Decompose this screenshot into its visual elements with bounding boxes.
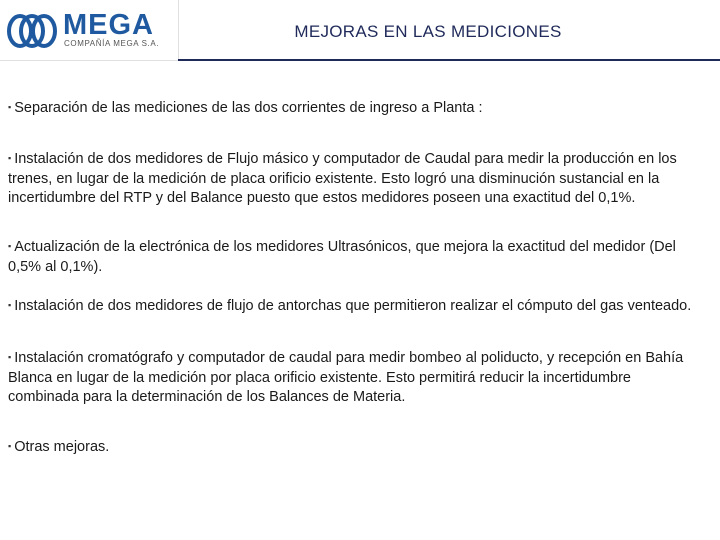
- list-item-text: Actualización de la electrónica de los medidores Ultrasónicos, que mejora la exactitud del medidor (Del 0,5% al 0,1%).: [8, 239, 676, 275]
- header-divider: [178, 59, 720, 61]
- list-item-5: [8, 349, 688, 407]
- list-item-text: Instalación de dos medidores de flujo de antorchas que permitieron realizar el cómputo del gas venteado.: [14, 298, 692, 314]
- page-title: MEJORAS EN LAS MEDICIONES: [294, 22, 562, 41]
- list-item-text: Instalación cromatógrafo y computador de caudal para medir bombeo al poliducto, y recepción en Bahía Blanca en lugar de la medición por placa orificio existente. Esto permitirá reducir la incertidumbre combinada para la determinación de los Balances de Materia.: [8, 350, 684, 405]
- list-item-text: Separación de las mediciones de las dos corrientes de ingreso a Planta :: [14, 100, 483, 116]
- bullet-icon: ▪: [8, 352, 12, 362]
- list-item-6: [8, 438, 608, 458]
- bullet-icon: ▪: [8, 153, 12, 163]
- list-item-text: Instalación de dos medidores de Flujo másico y computador de Caudal para medir la producción en los trenes, en lugar de la medición de placa orificio existente. Esto logró una disminución sustancial en la incertidumbre del RTP y del Balance puesto que estos medidores poseen una exactitud del 0,1%.: [8, 151, 677, 206]
- bullet-icon: ▪: [8, 241, 12, 251]
- company-logo: [0, 0, 179, 61]
- logo-subtitle: COMPAÑÍA MEGA S.A.: [64, 39, 160, 48]
- bullet-icon: ▪: [8, 102, 12, 112]
- bullet-icon: ▪: [8, 300, 12, 310]
- logo-name: MEGA: [63, 9, 154, 41]
- list-item-1: [8, 99, 708, 119]
- list-item-4: [8, 297, 698, 317]
- list-item-text: Otras mejoras.: [14, 439, 110, 455]
- list-item-2: [8, 150, 720, 208]
- mega-rings-logo-icon: [6, 12, 58, 50]
- list-item-3: [8, 238, 688, 277]
- bullet-icon: ▪: [8, 441, 12, 451]
